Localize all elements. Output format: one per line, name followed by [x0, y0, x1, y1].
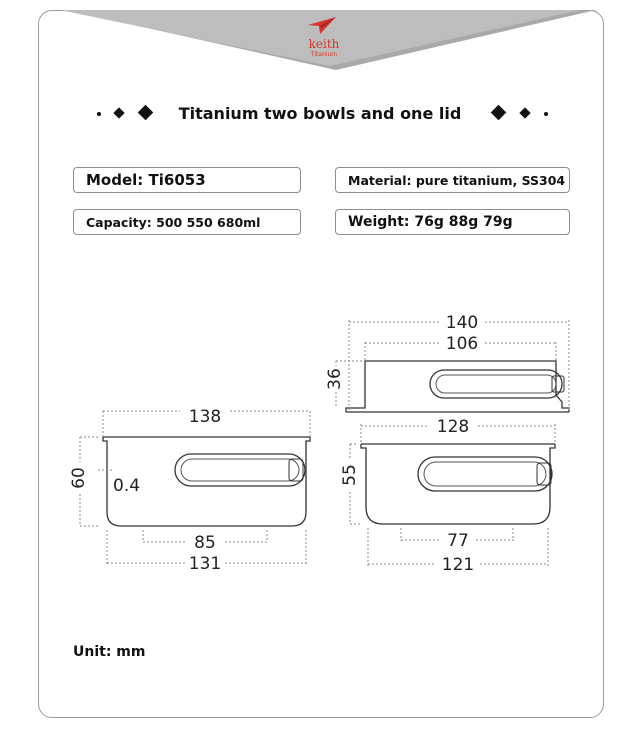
left-bowl-bottom-inner: 85 — [194, 533, 216, 553]
page-title: Titanium two bowls and one lid — [178, 104, 462, 123]
left-bowl-bottom-outer: 131 — [188, 554, 222, 574]
brand-sub: Titanium — [310, 51, 338, 58]
brand-name: keith — [308, 37, 340, 51]
left-bowl-top-width: 138 — [188, 407, 222, 427]
lid-height: 36 — [325, 368, 345, 390]
model-label: Model: Ti6053 — [86, 171, 206, 189]
lid-outer-width: 140 — [445, 313, 479, 333]
lid-inner-width: 106 — [445, 334, 479, 354]
right-bowl — [361, 444, 555, 524]
capacity-label: Capacity: 500 550 680ml — [86, 214, 261, 230]
right-bowl-bottom-inner: 77 — [447, 531, 469, 551]
weight-label: Weight: 76g 88g 79g — [348, 214, 513, 230]
right-bowl-bottom-outer: 121 — [441, 555, 475, 575]
left-bowl-height: 60 — [69, 467, 89, 489]
right-bowl-top-width: 128 — [436, 417, 470, 437]
left-bowl-thickness: 0.4 — [113, 476, 141, 496]
material-label: Material: pure titanium, SS304 — [348, 172, 566, 188]
lid — [346, 361, 569, 412]
unit-label: Unit: mm — [73, 644, 146, 660]
right-bowl-height: 55 — [340, 464, 360, 486]
